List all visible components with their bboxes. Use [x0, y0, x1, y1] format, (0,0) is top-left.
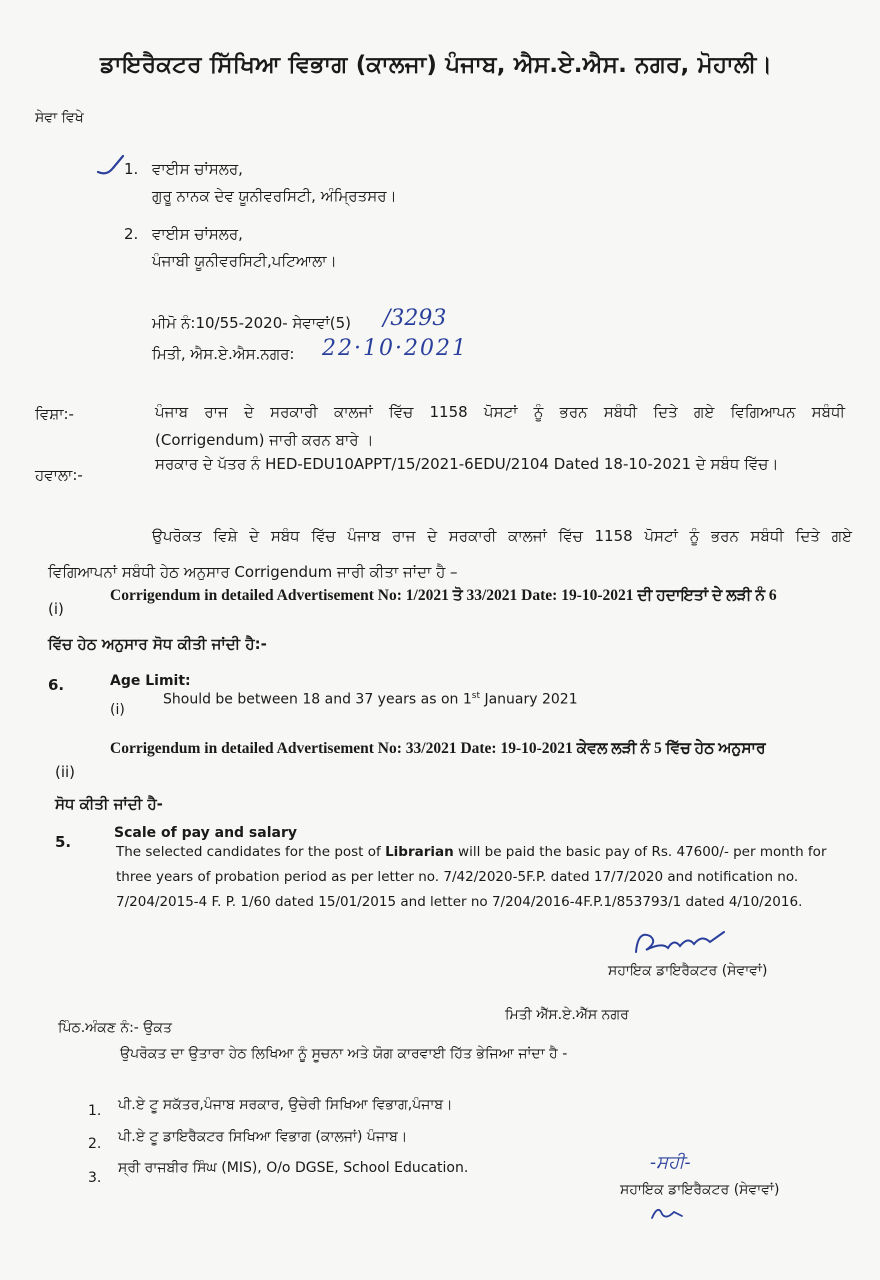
subject-label: ਵਿਸ਼ਾ:- [35, 405, 74, 423]
signature-2-initial [648, 1200, 688, 1224]
signature-2-sahi-mark: -ਸਹੀ- [650, 1152, 691, 1173]
part-2-heading-line-1: Corrigendum in detailed Advertisement No: 33/2021 Date: 19-10-2021 ਕੇਵਲ ਲੜੀ ਨੰ 5 ਵਿੱਚ ਹੇਠ ਅਨੁਸਾਰ [110, 740, 766, 757]
part-1-number: (i) [48, 600, 64, 618]
endorsement-item-1-text: ਪੀ.ਏ ਟੂ ਸਕੱਤਰ,ਪੰਜਾਬ ਸਰਕਾਰ, ਉਚੇਰੀ ਸਿਖਿਆ ਵਿਭਾਗ,ਪੰਜਾਬ। [118, 1097, 453, 1113]
memo-number-handwritten: /3293 [383, 306, 447, 331]
addressee-1-title: ਵਾਈਸ ਚਾਂਸਲਰ, [152, 160, 243, 178]
signature-1-scribble [628, 924, 738, 964]
memo-number-label: ਮੀਮੋ ਨੰ:10/55-2020- ਸੇਵਾਵਾਂ(5) [152, 314, 351, 332]
reference-label: ਹਵਾਲਾ:- [35, 466, 83, 484]
part-1-heading-line-1: Corrigendum in detailed Advertisement No: 1/2021 ਤੋ 33/2021 Date: 19-10-2021 ਦੀ ਹਦਾਇਤਾਂ ਦੇ ਲੜੀ ਨੰ 6 [110, 587, 777, 604]
endorsement-item-3-number: 3. [88, 1170, 102, 1186]
seva-vikhe-label: ਸੇਵਾ ਵਿਖੇ [35, 110, 84, 126]
endorsement-item-1-number: 1. [88, 1103, 102, 1119]
body-intro-line-1: ਉਪਰੋਕਤ ਵਿਸ਼ੇ ਦੇ ਸਬੰਧ ਵਿੱਚ ਪੰਜਾਬ ਰਾਜ ਦੇ ਸਰਕਾਰੀ ਕਾਲਜਾਂ ਵਿੱਚ 1158 ਪੋਸਟਾਂ ਨੂੰ ਭਰਨ ਸਬੰਧੀ ਦਿਤੇ ਗਏ [152, 527, 852, 545]
endorsement-item-3-text: ਸ੍ਰੀ ਰਾਜਬੀਰ ਸਿੰਘ (MIS), O/o DGSE, School Education. [118, 1160, 469, 1176]
part-1-item-title: Age Limit: [110, 673, 191, 689]
part-1-item-number: 6. [48, 676, 65, 694]
reference-text: ਸਰਕਾਰ ਦੇ ਪੱਤਰ ਨੰ HED-EDU10APPT/15/2021-6EDU/2104 Dated 18-10-2021 ਦੇ ਸਬੰਧ ਵਿੱਚ। [155, 455, 779, 473]
signature-1-designation: ਸਹਾਇਕ ਡਾਇਰੈਕਟਰ (ਸੇਵਾਵਾਂ) [608, 963, 768, 979]
addressee-2-number: 2. [124, 225, 139, 243]
part-2-heading-line-2: ਸੋਧ ਕੀਤੀ ਜਾਂਦੀ ਹੈ- [55, 795, 163, 813]
endorsement-intro: ਉਪਰੋਕਤ ਦਾ ਉਤਾਰਾ ਹੇਠ ਲਿਖਿਆ ਨੂੰ ਸੂਚਨਾ ਅਤੇ ਯੋਗ ਕਾਰਵਾਈ ਹਿੱਤ ਭੇਜਿਆ ਜਾਂਦਾ ਹੈ - [120, 1046, 568, 1062]
endorsement-item-2-text: ਪੀ.ਏ ਟੂ ਡਾਇਰੈਕਟਰ ਸਿਖਿਆ ਵਿਭਾਗ (ਕਾਲਜਾਂ) ਪੰਜਾਬ। [118, 1129, 408, 1145]
addressee-1-institution: ਗੁਰੂ ਨਾਨਕ ਦੇਵ ਯੂਨੀਵਰਸਿਟੀ, ਅੰਮ੍ਰਿਤਸਰ। [152, 187, 397, 205]
subject-line-2: (Corrigendum) ਜਾਰੀ ਕਰਨ ਬਾਰੇ । [155, 431, 374, 449]
endorsement-date-label: ਮਿਤੀ ਐੱਸ.ਏ.ਐੱਸ ਨਗਰ [505, 1007, 629, 1023]
letterhead-title: ਡਾਇਰੈਕਟਰ ਸਿੱਖਿਆ ਵਿਭਾਗ (ਕਾਲਜਾ) ਪੰਜਾਬ, ਐਸ.ਏ.ਐਸ. ਨਗਰ, ਮੋਹਾਲੀ। [100, 52, 773, 78]
part-1-subitem-text: Should be between 18 and 37 years as on 1st January 2021 [163, 691, 578, 708]
endorsement-number-label: ਪਿੰਠ.ਅੰਕਣ ਨੰ:- ਉਕਤ [58, 1020, 172, 1036]
part-1-subitem-number: (i) [110, 702, 125, 718]
part-2-item-title: Scale of pay and salary [114, 825, 297, 841]
signature-2-designation: ਸਹਾਇਕ ਡਾਇਰੈਕਟਰ (ਸੇਵਾਵਾਂ) [620, 1182, 780, 1198]
addressee-2-title: ਵਾਈਸ ਚਾਂਸਲਰ, [152, 225, 243, 243]
part-1-heading-line-2: ਵਿੱਚ ਹੇਠ ਅਨੁਸਾਰ ਸੋਧ ਕੀਤੀ ਜਾਂਦੀ ਹੈ:- [48, 635, 267, 653]
addressee-2-institution: ਪੰਜਾਬੀ ਯੂਨੀਵਰਸਿਟੀ,ਪਟਿਆਲਾ। [152, 252, 337, 270]
body-intro-line-2: ਵਿਗਿਆਪਨਾਂ ਸਬੰਧੀ ਹੇਠ ਅਨੁਸਾਰ Corrigendum ਜਾਰੀ ਕੀਤਾ ਜਾਂਦਾ ਹੈ – [48, 563, 458, 581]
part-2-number: (ii) [55, 763, 76, 781]
addressee-1-number: 1. [124, 160, 139, 178]
memo-date-handwritten: 22·10·2021 [322, 336, 468, 361]
part-2-paragraph: The selected candidates for the post of Librarian will be paid the basic pay of Rs. 47600/- per month for three years of probation period as per letter no. 7/42/2020-5F.P. dated 17/7/2020 and notification no. 7/204/2015-4 F. P. 1/60 dated 15/01/2015 and letter no 7/204/2016-4F.P.1/853793/1 dated 4/10/2016. [116, 844, 827, 910]
subject-line-1: ਪੰਜਾਬ ਰਾਜ ਦੇ ਸਰਕਾਰੀ ਕਾਲਜਾਂ ਵਿੱਚ 1158 ਪੋਸਟਾਂ ਨੂੰ ਭਰਨ ਸਬੰਧੀ ਦਿਤੇ ਗਏ ਵਿਗਿਆਪਨ ਸਬੰਧੀ [155, 403, 845, 421]
endorsement-item-2-number: 2. [88, 1136, 102, 1152]
memo-date-label: ਮਿਤੀ, ਐਸ.ਏ.ਐਸ.ਨਗਰ: [152, 345, 295, 363]
part-2-item-number: 5. [55, 833, 72, 851]
